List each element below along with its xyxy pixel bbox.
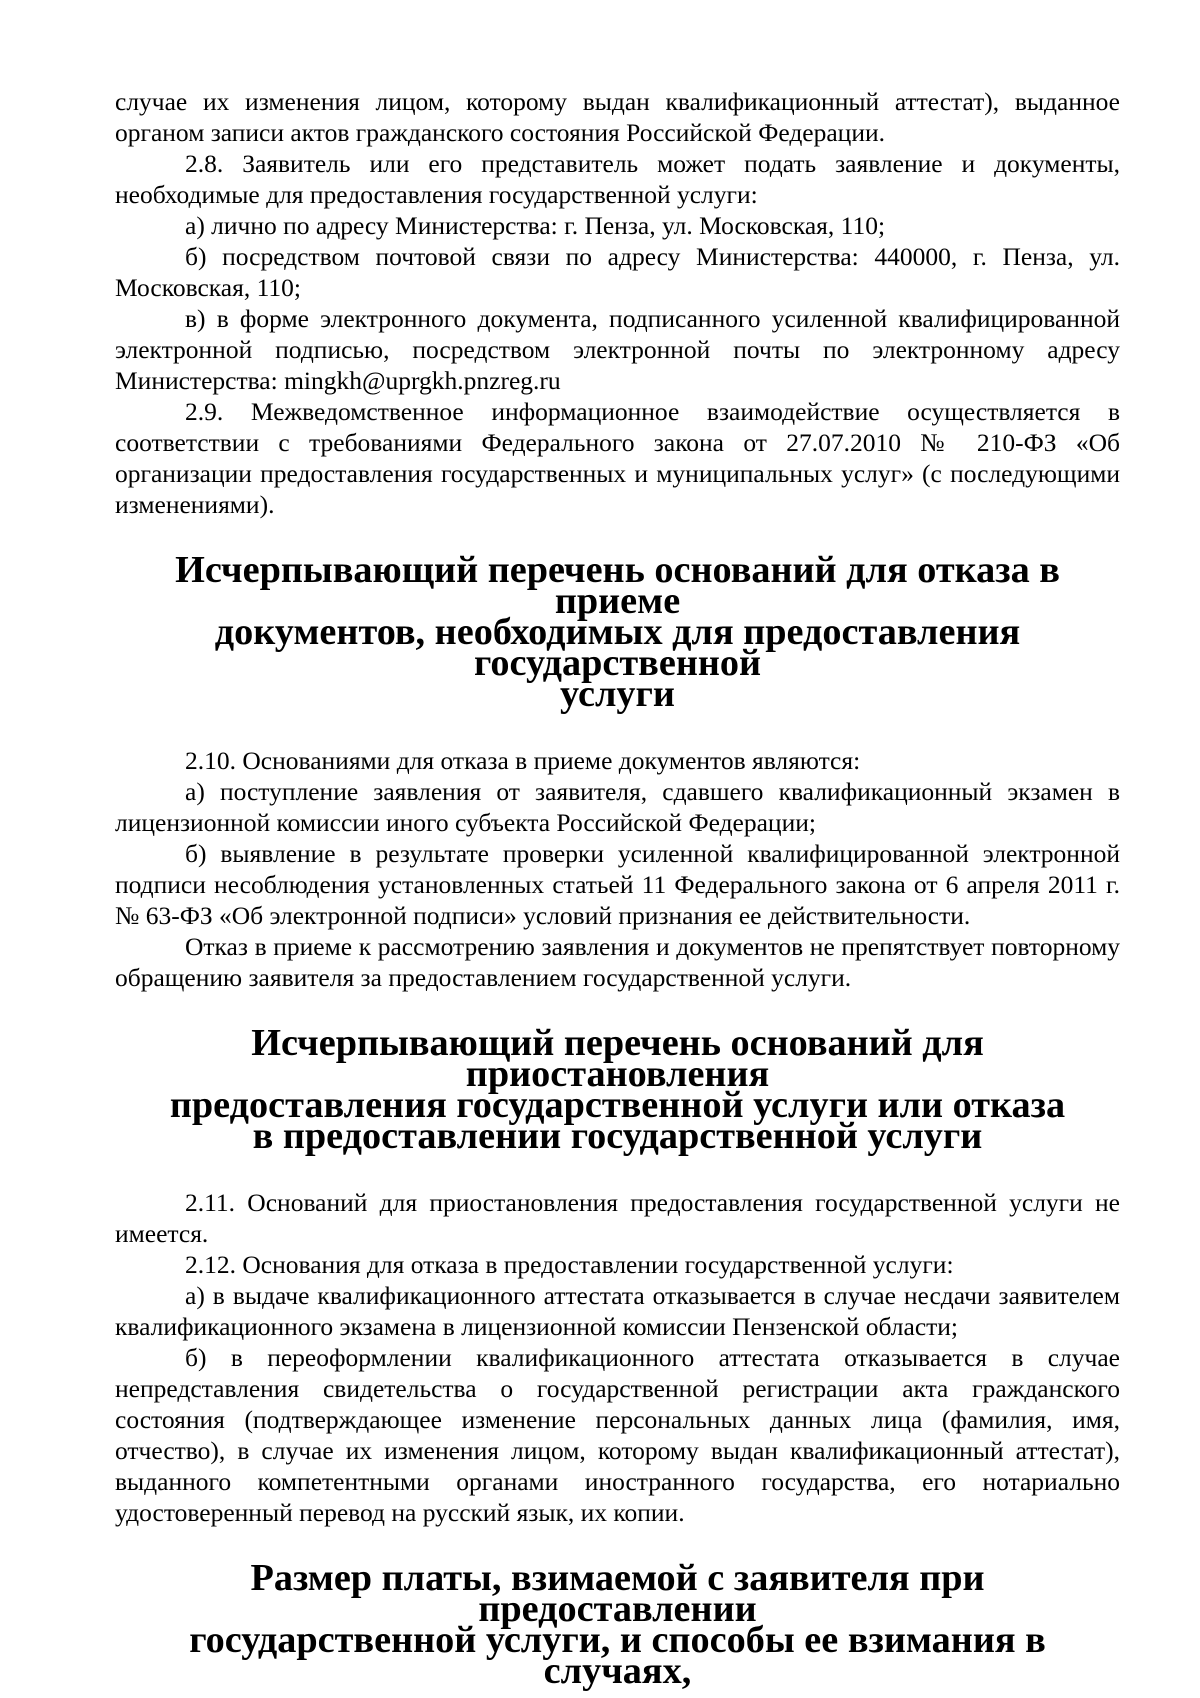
- heading-line: государственной услуги, и способы ее взимания в случаях,: [189, 1619, 1046, 1692]
- paragraph-2-12-b: б) в переоформлении квалификационного аттестата отказывается в случае непредставления свидетельства о государственной регистрации акта гражданского состояния (подтверждающее изменение персональных данных лица (фамилия, имя, отчество), в случае их изменения лицом, которому выдан квалификационный аттестат), выданного компетентными органами иностранного государства, его нотариально удостоверенный перевод на русский язык, их копии.: [115, 1343, 1120, 1527]
- section-submission: [115, 86, 1120, 520]
- heading-line: Размер платы, взимаемой с заявителя при предоставлении: [250, 1557, 985, 1630]
- heading-line: в предоставлении государственной услуги: [252, 1115, 983, 1157]
- heading-suspension-refusal: [115, 1022, 1120, 1157]
- paragraph-2-11: 2.11. Оснований для приостановления предоставления государственной услуги не имеется.: [115, 1188, 1120, 1248]
- paragraph-2-8-a: а) лично по адресу Министерства: г. Пенза, ул. Московская, 110;: [185, 211, 886, 240]
- heading-fee: [115, 1557, 1120, 1692]
- heading-line: документов, необходимых для предоставления государственной: [214, 611, 1021, 684]
- heading-line: Исчерпывающий перечень оснований для отказа в приеме: [175, 549, 1060, 622]
- paragraph-2-8-b: б) посредством почтовой связи по адресу Министерства: 440000, г. Пенза, ул. Московская, 110;: [115, 242, 1120, 302]
- section-refusal-acceptance: [115, 745, 1120, 993]
- paragraph-2-9: 2.9. Межведомственное информационное взаимодействие осуществляется в соответствии с требованиями Федерального закона от 27.07.2010 № 210-ФЗ «Об организации предоставления государственных и муниципальных услуг» (с последующими изменениями).: [115, 397, 1120, 519]
- paragraph-2-12: 2.12. Основания для отказа в предоставлении государственной услуги:: [185, 1250, 954, 1279]
- section-suspension-refusal: [115, 1187, 1120, 1528]
- paragraph-2-10-a: а) поступление заявления от заявителя, сдавшего квалификационный экзамен в лицензионной комиссии иного субъекта Российской Федерации;: [115, 777, 1120, 837]
- paragraph-2-8-v: в) в форме электронного документа, подписанного усиленной квалифицированной электронной подписью, посредством электронной почты по электронному адресу Министерства: mingkh@uprgkh.pnzreg.ru: [115, 304, 1120, 395]
- paragraph-2-12-a: а) в выдаче квалификационного аттестата отказывается в случае несдачи заявителем квалификационного экзамена в лицензионной комиссии Пензенской области;: [115, 1281, 1120, 1341]
- heading-line: услуги: [560, 673, 675, 715]
- heading-refusal-acceptance: [115, 549, 1120, 715]
- paragraph-2-8: 2.8. Заявитель или его представитель может подать заявление и документы, необходимые для предоставления государственной услуги:: [115, 149, 1120, 209]
- heading-line: Исчерпывающий перечень оснований для приостановления: [251, 1022, 984, 1095]
- heading-line: предоставления государственной услуги или отказа: [169, 1084, 1066, 1126]
- paragraph-continuation: случае их изменения лицом, которому выдан квалификационный аттестат), выданное органом записи актов гражданского состояния Российской Федерации.: [115, 87, 1120, 147]
- paragraph-refusal-note: Отказ в приеме к рассмотрению заявления и документов не препятствует повторному обращению заявителя за предоставлением государственной услуги.: [115, 932, 1120, 992]
- paragraph-2-10-b: б) выявление в результате проверки усиленной квалифицированной электронной подписи несоблюдения установленных статьей 11 Федерального закона от 6 апреля 2011 г. № 63-ФЗ «Об электронной подписи» условий признания ее действительности.: [115, 839, 1120, 930]
- paragraph-2-10: 2.10. Основаниями для отказа в приеме документов являются:: [185, 746, 861, 775]
